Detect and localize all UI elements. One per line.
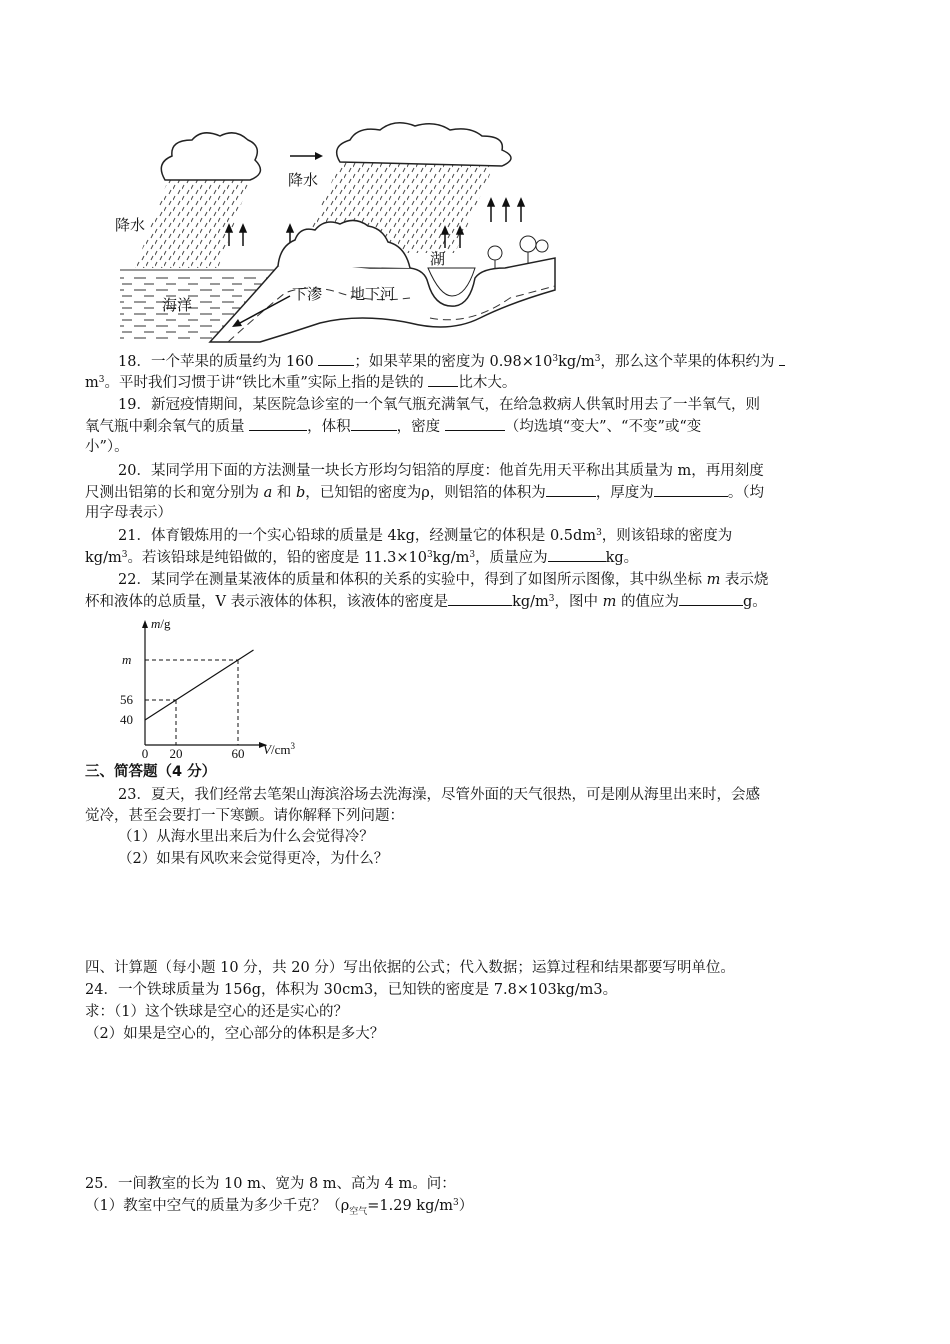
- q25-line2: （1）教室中空气的质量为多少千克？（$\rho_{空气}=1.29$ $kg/m^3$）: [85, 1198, 474, 1217]
- x-tick-60: 60: [231, 746, 245, 760]
- q24-line1: 24．一个铁球质量为 156g，体积为 30cm3，已知铁的密度是 7.8×103kg/m3。: [85, 982, 618, 998]
- q18-line2: $m^3$。平时我们习惯于讲“铁比木重”实际上指的是铁的 比木大。: [85, 372, 516, 393]
- mass-volume-chart: [115, 612, 315, 760]
- label-ocean: 海洋: [162, 296, 193, 314]
- q24-line2: 求：（1）这个铁球是空心的还是实心的？: [85, 1004, 348, 1020]
- q22-line2: 杯和液体的总质量，V 表示液体的体积，该液体的密度是 $kg/m^3$，图中 m 的值应为 g。: [85, 591, 767, 612]
- q22-line1: 22．某同学在测量某液体的质量和体积的关系的实验中，得到了如图所示图像，其中纵坐标 m 表示烧: [118, 572, 769, 588]
- rain-left: [135, 180, 250, 268]
- q24-line3: （2）如果是空心的，空心部分的体积是多大？: [85, 1026, 385, 1042]
- q23-sub1: （1）从海水里出来后为什么会觉得冷？: [118, 829, 374, 845]
- label-seep: 下渗: [292, 285, 323, 303]
- x-axis-label: $V/cm^3$: [263, 741, 295, 757]
- label-rain-left: 降水: [115, 216, 146, 234]
- q20-line2: 尺测出铝第的长和宽分别为 a 和 b，已知铝的密度为ρ，则铝箔的体积为 ，厚度为 。（均: [85, 482, 764, 503]
- cloud-right: [337, 123, 511, 166]
- q21-line2: $kg/m^3$。若该铅球是纯铅做的，铅的密度是 $11.3\times 10^3kg/m^3$，质量应为 kg。: [85, 547, 638, 568]
- y-axis-label: m/g: [151, 616, 171, 631]
- label-rain-top: 降水: [288, 171, 319, 189]
- q23-sub2: （2）如果有风吹来会觉得更冷，为什么？: [118, 851, 389, 867]
- lake: [428, 268, 475, 296]
- y-tick-40: 40: [120, 712, 133, 727]
- q21-line1: 21．体育锻炼用的一个实心铅球的质量是 4kg，经测量它的体积是 $0.5dm^3$，则该铅球的密度为: [118, 528, 733, 544]
- y-tick-m: m: [122, 652, 132, 667]
- section3-title: 三、简答题（4 分）: [85, 764, 217, 780]
- y-tick-56: 56: [120, 692, 133, 707]
- q20-line3: 用字母表示）: [85, 505, 172, 521]
- cloud-left: [161, 133, 260, 180]
- q19-line1: 19．新冠疫情期间，某医院急诊室的一个氧气瓶充满氧气，在给急救病人供氧时用去了一半氧气，则: [118, 397, 760, 413]
- x-tick-0: 0: [141, 746, 149, 760]
- q19-line2: 氧气瓶中剩余氧气的质量 ，体积 ，密度 （均选填“变大”、“不变”或“变: [85, 416, 701, 437]
- q19-line3: 小”）。: [85, 439, 129, 455]
- section4-title: 四、计算题（每小题 10 分，共 20 分）写出依据的公式；代入数据；运算过程和结果都要写明单位。: [85, 960, 735, 976]
- q23-line2: 觉冷，甚至会要打一下寒颤。请你解释下列问题：: [85, 808, 404, 824]
- q25-line1: 25．一间教室的长为 10 m、宽为 8 m、高为 4 m。问：: [85, 1176, 456, 1192]
- water-cycle-figure: [110, 118, 560, 348]
- q18-line1: 18．一个苹果的质量约为 160 ；如果苹果的密度为 $0.98\times 10^3kg/m^3$，那么这个苹果的体积约为: [118, 351, 785, 372]
- x-tick-20: 20: [169, 746, 183, 760]
- label-groundwater: 地下河: [350, 285, 396, 303]
- label-lake: 湖: [430, 250, 446, 268]
- q20-line1: 20．某同学用下面的方法测量一块长方形均匀铝箔的厚度：他首先用天平称出其质量为 m，再用刻度: [118, 463, 764, 479]
- q23-line1: 23．夏天，我们经常去笔架山海滨浴场去洗海澡，尽管外面的天气很热，可是刚从海里出来时，会感: [118, 787, 760, 803]
